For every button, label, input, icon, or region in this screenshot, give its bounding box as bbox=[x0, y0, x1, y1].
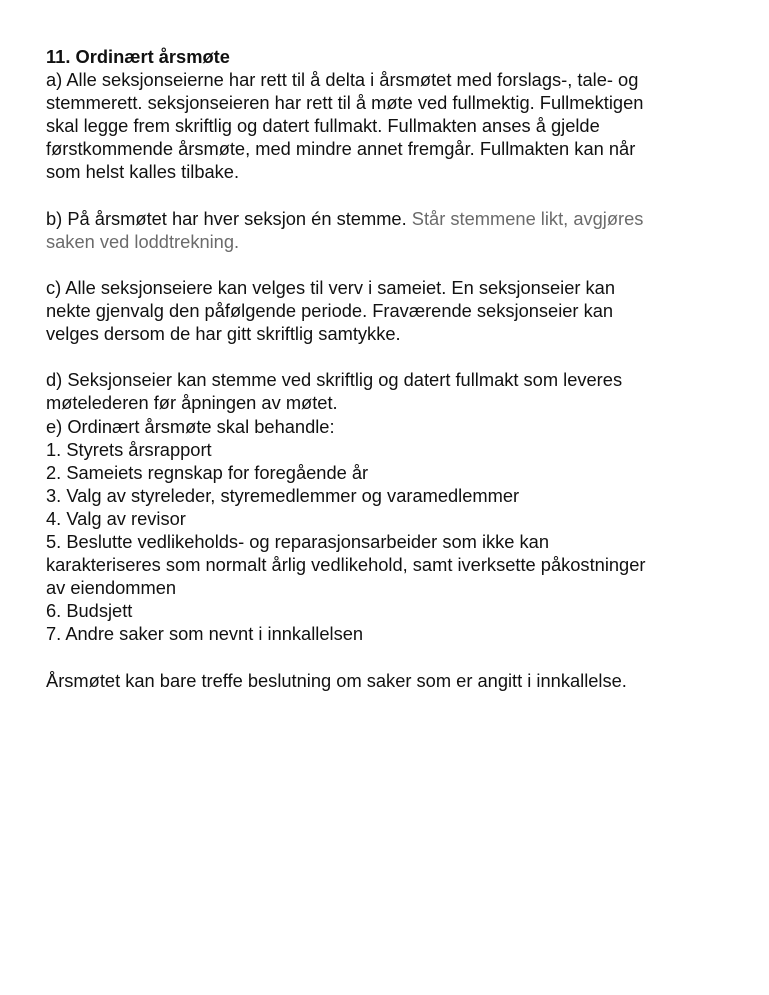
agenda-item-continuation: av eiendommen bbox=[46, 577, 177, 599]
agenda-item-continuation: karakteriseres som normalt årlig vedlikehold, samt iverksette påkostninger bbox=[46, 554, 646, 576]
paragraph-gap bbox=[46, 184, 746, 207]
paragraph-e bbox=[46, 415, 746, 646]
agenda-item: 2. Sameiets regnskap for foregående år bbox=[46, 461, 369, 483]
paragraph-c-line: velges dersom de har gitt skriftlig samtykke. bbox=[46, 323, 401, 345]
paragraph-d bbox=[46, 368, 746, 414]
agenda-item: 7. Andre saker som nevnt i innkallelsen bbox=[46, 623, 364, 645]
paragraph-c-line: c) Alle seksjonseiere kan velges til verv i sameiet. En seksjonseier kan bbox=[46, 276, 616, 298]
paragraph-c bbox=[46, 276, 746, 345]
agenda-item: 1. Styrets årsrapport bbox=[46, 438, 212, 460]
agenda-item: 4. Valg av revisor bbox=[46, 507, 186, 529]
paragraph-a-line: stemmerett. seksjonseieren har rett til å møte ved fullmektig. Fullmektigen bbox=[46, 92, 644, 114]
paragraph-b bbox=[46, 207, 746, 253]
agenda-item: 6. Budsjett bbox=[46, 600, 133, 622]
section-title: 11. Ordinært årsmøte bbox=[46, 46, 230, 67]
document-page bbox=[46, 45, 746, 692]
paragraph-c-line: nekte gjenvalg den påfølgende periode. Fraværende seksjonseier kan bbox=[46, 300, 614, 322]
paragraph-d-line: d) Seksjonseier kan stemme ved skriftlig og datert fullmakt som leveres bbox=[46, 369, 623, 391]
paragraph-gap bbox=[46, 345, 746, 368]
paragraph-a-line: som helst kalles tilbake. bbox=[46, 161, 240, 183]
paragraph-a-line: a) Alle seksjonseierne har rett til å delta i årsmøtet med forslags-, tale- og bbox=[46, 69, 639, 91]
paragraph-b-main-text: b) På årsmøtet har hver seksjon én stemme. bbox=[46, 207, 407, 229]
paragraph-b-muted-text: Står stemmene likt, avgjøres bbox=[411, 207, 644, 229]
paragraph-b-line bbox=[46, 207, 746, 230]
agenda-item: 3. Valg av styreleder, styremedlemmer og varamedlemmer bbox=[46, 484, 520, 506]
agenda-item: 5. Beslutte vedlikeholds- og reparasjonsarbeider som ikke kan bbox=[46, 530, 550, 552]
paragraph-d-line: møtelederen før åpningen av møtet. bbox=[46, 392, 338, 414]
paragraph-e-intro: e) Ordinært årsmøte skal behandle: bbox=[46, 415, 335, 437]
paragraph-gap bbox=[46, 253, 746, 276]
paragraph-gap bbox=[46, 645, 746, 668]
paragraph-a bbox=[46, 68, 746, 183]
paragraph-a-line: førstkommende årsmøte, med mindre annet fremgår. Fullmakten kan når bbox=[46, 138, 636, 160]
paragraph-a-line: skal legge frem skriftlig og datert fullmakt. Fullmakten anses å gjelde bbox=[46, 115, 600, 137]
paragraph-b-line: saken ved loddtrekning. bbox=[46, 230, 240, 252]
closing-statement: Årsmøtet kan bare treffe beslutning om saker som er angitt i innkallelse. bbox=[46, 669, 627, 691]
